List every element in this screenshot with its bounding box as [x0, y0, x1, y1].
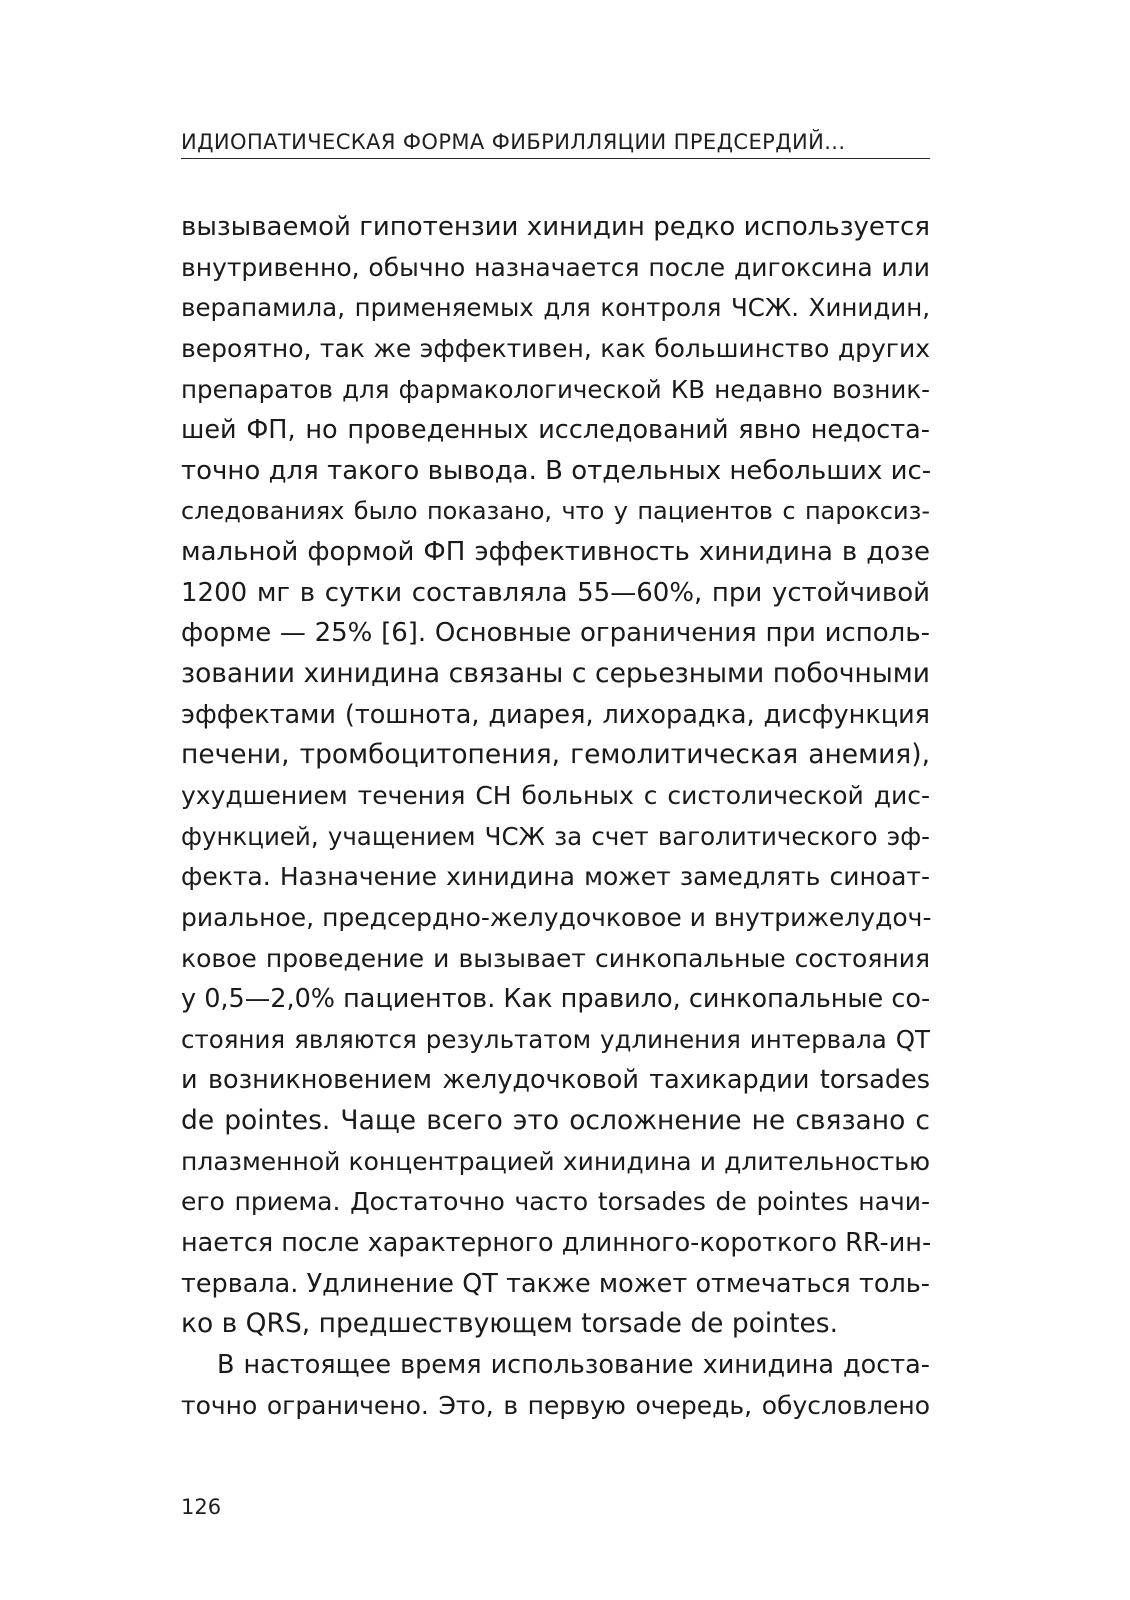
text-line: верапамила, применяемых для контроля ЧСЖ. Хинидин,: [181, 293, 930, 323]
page-number: 126: [181, 1495, 222, 1519]
text-line: точно ограничено. Это, в первую очередь, обусловлено: [181, 1390, 930, 1420]
text-line: вызываемой гипотензии хинидин редко используется: [181, 212, 930, 242]
text-line: препаратов для фармакологической КВ недавно возник-: [181, 374, 930, 404]
text-line: его приема. Достаточно часто torsades de pointes начи-: [181, 1187, 930, 1217]
header-rule: [181, 158, 930, 159]
text-line: и возникновением желудочковой тахикардии torsades: [181, 1065, 930, 1096]
body-text: [181, 207, 930, 1426]
text-line: de pointes. Чаще всего это осложнение не связано с: [181, 1105, 930, 1137]
text-line: ухудшением течения СН больных с систолической дис-: [181, 780, 930, 810]
text-line: ковое проведение и вызывает синкопальные состояния: [181, 943, 930, 973]
text-line: шей ФП, но проведенных исследований явно недоста-: [181, 415, 930, 446]
text-line: ко в QRS, предшествующем torsade de pointes.: [181, 1308, 839, 1340]
text-line: плазменной концентрацией хинидина и длительностью: [181, 1146, 930, 1176]
text-line: В настоящее время использование хинидина доста-: [217, 1349, 930, 1380]
text-line: стояния являются результатом удлинения интервала QT: [181, 1024, 930, 1054]
text-line: точно для такого вывода. В отдельных небольших ис-: [181, 455, 932, 486]
paragraph-1: [181, 207, 930, 1345]
text-line: вероятно, так же эффективен, как большинство других: [181, 333, 930, 363]
text-line: печени, тромбоцитопения, гемолитическая анемия),: [181, 739, 930, 771]
text-line: 1200 мг в сутки составляла 55—60%, при устойчивой: [181, 577, 930, 608]
paragraph-2: [181, 1345, 930, 1426]
text-line: тервала. Удлинение QT также может отмечаться толь-: [181, 1268, 930, 1299]
text-line: функцией, учащением ЧСЖ за счет ваголитического эф-: [181, 821, 930, 851]
text-line: фекта. Назначение хинидина может замедлять синоат-: [181, 862, 930, 892]
text-line: мальной формой ФП эффективность хинидина в дозе: [181, 537, 930, 568]
text-line: внутривенно, обычно назначается после дигоксина или: [181, 252, 930, 282]
text-line: форме — 25% [6]. Основные ограничения при исполь-: [181, 618, 930, 649]
running-header: ИДИОПАТИЧЕСКАЯ ФОРМА ФИБРИЛЛЯЦИИ ПРЕДСЕРДИЙ...: [181, 130, 846, 154]
text-line: нается после характерного длинного-короткого RR-ин-: [181, 1228, 932, 1259]
text-line: эффектами (тошнота, диарея, лихорадка, дисфункция: [181, 699, 930, 730]
text-line: у 0,5—2,0% пациентов. Как правило, синкопальные со-: [181, 984, 931, 1015]
text-line: зовании хинидина связаны с серьезными побочными: [181, 658, 930, 690]
text-line: следованиях было показано, что у пациентов с пароксиз-: [181, 497, 930, 526]
text-line: риальное, предсердно-желудочковое и внутрижелудоч-: [181, 902, 932, 932]
